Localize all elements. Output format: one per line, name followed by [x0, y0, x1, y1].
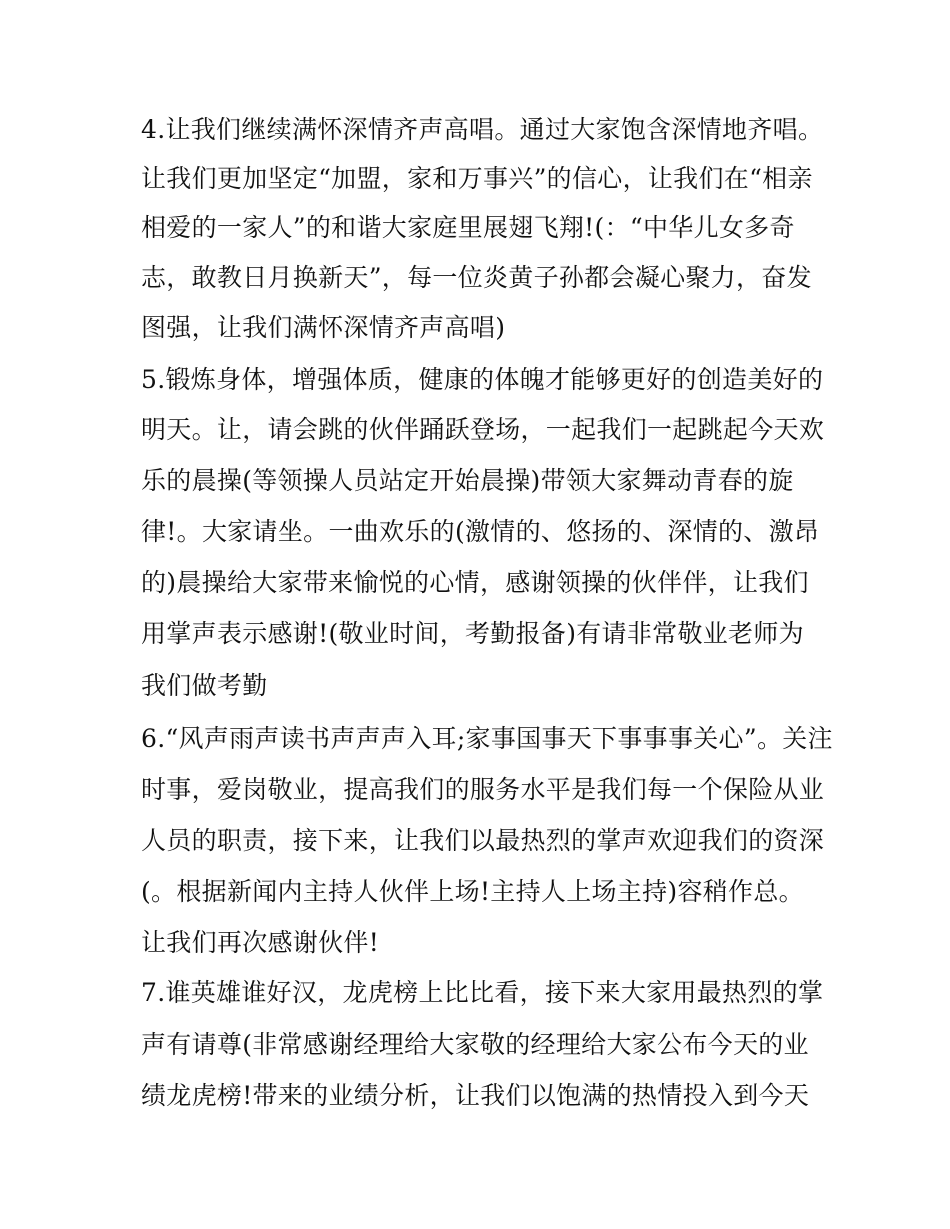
text-line: (。根据新闻内主持人伙伴上场!主持人上场主持)容稍作总。	[141, 877, 804, 906]
text-line: 让我们更加坚定“加盟，家和万事兴”的信心，让我们在“相亲	[141, 164, 813, 193]
text-line: 图强，让我们满怀深情齐声高唱)	[141, 313, 506, 342]
text-line: 人员的职责，接下来，让我们以最热烈的掌声欢迎我们的资深	[141, 826, 825, 855]
text-line: 用掌声表示感谢!(敬业时间，考勤报备)有请非常敬业老师为	[141, 619, 804, 648]
text-line: 时事，爱岗敬业，提高我们的服务水平是我们每一个保险从业	[141, 775, 825, 804]
text-line: 声有请尊(非常感谢经理给大家敬的经理给大家公布今天的业	[141, 1030, 809, 1059]
text-line: 乐的晨操(等领操人员站定开始晨操)带领大家舞动青春的旋	[141, 466, 794, 495]
text-line: 让我们再次感谢伙伴!	[141, 928, 380, 957]
text-line: 律!。大家请坐。一曲欢乐的(激情的、悠扬的、深情的、激昂	[141, 517, 820, 546]
text-line: 绩龙虎榜!带来的业绩分析，让我们以饱满的热情投入到今天	[141, 1081, 810, 1110]
text-line: 4.让我们继续满怀深情齐声高唱。通过大家饱含深情地齐唱。	[141, 115, 824, 144]
text-line: 相爱的一家人”的和谐大家庭里展翅飞翔!(：“中华儿女多奇	[141, 213, 795, 242]
text-line: 7.谁英雄谁好汉，龙虎榜上比比看，接下来大家用最热烈的掌	[141, 978, 824, 1007]
text-line: 6.“风声雨声读书声声声入耳;家事国事天下事事事关心”。关注	[141, 724, 833, 753]
text-line: 志，敢教日月换新天”，每一位炎黄子孙都会凝心聚力，奋发	[141, 263, 812, 292]
text-line: 我们做考勤	[141, 671, 268, 700]
text-line: 5.锻炼身体，增强体质，健康的体魄才能够更好的创造美好的	[141, 365, 824, 394]
text-line: 明天。让，请会跳的伙伴踊跃登场，一起我们一起跳起今天欢	[141, 415, 825, 444]
text-line: 的)晨操给大家带来愉悦的心情，感谢领操的伙伴伴，让我们	[141, 568, 809, 597]
